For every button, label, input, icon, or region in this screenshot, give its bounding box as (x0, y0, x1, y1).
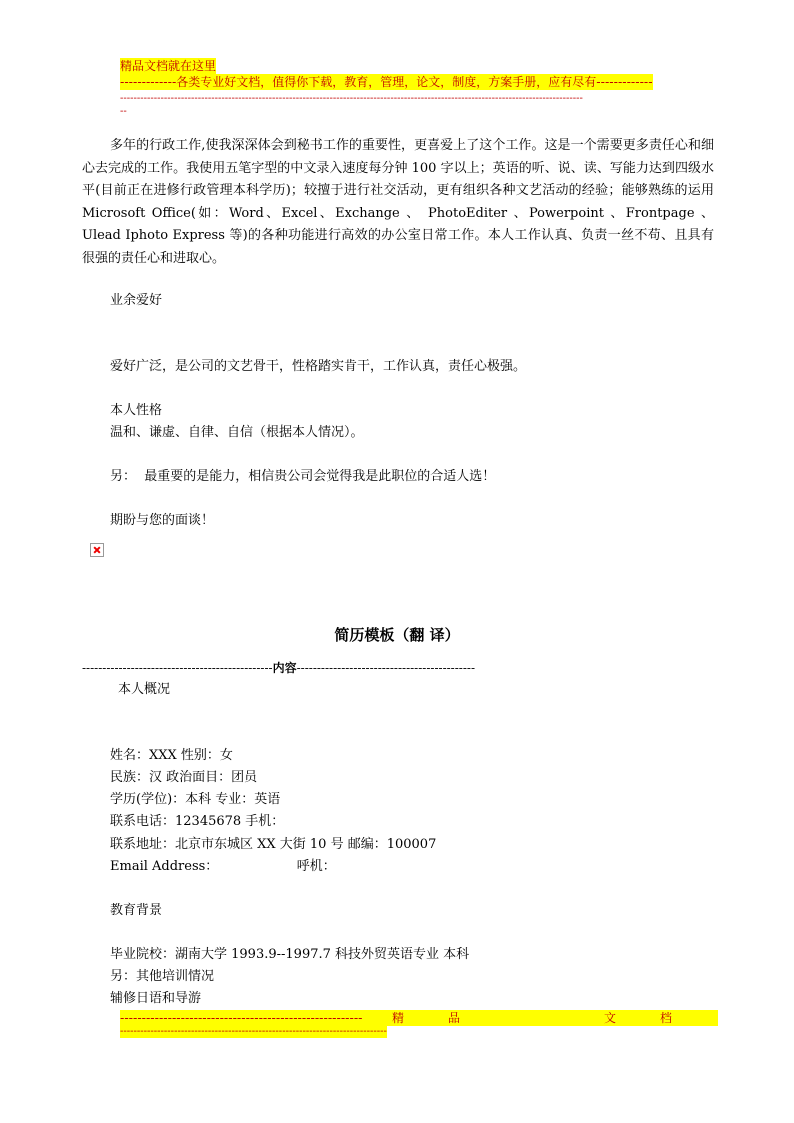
footer-word-2: 品 (448, 1011, 461, 1025)
divider-label: 内容 (272, 661, 297, 675)
divider-left: ----------------------------------------------- (82, 661, 273, 675)
other-statement: 另： 最重要的是能力，相信贵公司会觉得我是此职位的合适人选！ (110, 469, 496, 484)
personality-heading: 本人性格 (110, 403, 163, 418)
content-divider (82, 660, 475, 676)
hobbies-heading: 业余爱好 (110, 293, 163, 308)
intro-paragraph: 多年的行政工作,使我深深体会到秘书工作的重要性，更喜爱上了这个工作。这是一个需要更多责任心和细心去完成的工作。我使用五笔字型的中文录入速度每分钟 100 字以上；英语的听、说、读、写能力达到四级水平(目前正在进修行政管理本科学历)；较擅于进行社交活动，更有组织各种文艺活动的经验；能够熟练的运用 Microsoft Office(如：Word、Excel、Exchange 、 PhotoEditer 、Powerpoint 、Frontpage 、Ulead Iphoto Express 等)的各种功能进行高效的办公室日常工作。本人工作认真、负责一丝不苟、且具有很强的责任心和进取心。 (82, 138, 714, 266)
footer-dashes: -------------------------------------------------------- (120, 1011, 363, 1025)
field-address: 联系地址：北京市东城区 XX 大街 10 号 邮编：100007 (110, 837, 437, 852)
header-tagline: -------------各类专业好文档，值得你下载，教育，管理，论文，制度，方案手册，应有尽有------------- (120, 75, 653, 89)
field-degree-major: 学历(学位)：本科 专业：英语 (110, 792, 281, 807)
field-phone: 联系电话：12345678 手机： (110, 814, 285, 829)
personality-text: 温和、谦虚、自律、自信（根据本人情况）。 (110, 425, 364, 440)
closing-line: 期盼与您的面谈！ (110, 513, 215, 528)
divider-right: -------------------------------------------- (296, 661, 475, 675)
education-other: 另：其他培训情况 (110, 969, 215, 984)
field-email-pager: Email Address： 呼机： (110, 859, 336, 874)
footer-banner (120, 1010, 718, 1026)
footer-word-1: 精 (392, 1011, 405, 1025)
education-school: 毕业院校：湖南大学 1993.9--1997.7 科技外贸英语专业 本科 (110, 947, 470, 962)
footer-word-4: 档 (660, 1011, 673, 1025)
footer-dash-line: ------------------------------------------------------------------------------- (120, 1026, 387, 1037)
resume-title: 简历模板（翻 译） (334, 626, 460, 644)
header-title: 精品文档就在这里 (120, 59, 217, 73)
header-dash-tail: -- (120, 106, 127, 117)
broken-image-icon (90, 543, 104, 557)
hobbies-text: 爱好广泛，是公司的文艺骨干，性格踏实肯干，工作认真，责任心极强。 (110, 359, 527, 374)
overview-heading: 本人概况 (118, 682, 171, 697)
education-minor: 辅修日语和导游 (110, 991, 202, 1006)
footer-word-3: 文 (604, 1011, 617, 1025)
education-heading: 教育背景 (110, 903, 163, 918)
field-name-gender: 姓名：XXX 性别：女 (110, 748, 233, 763)
header-dash-line: ----------------------------------------------------------------------------------------------------------------------------------------- (120, 93, 583, 104)
field-ethnicity-party: 民族：汉 政治面目：团员 (110, 770, 258, 785)
